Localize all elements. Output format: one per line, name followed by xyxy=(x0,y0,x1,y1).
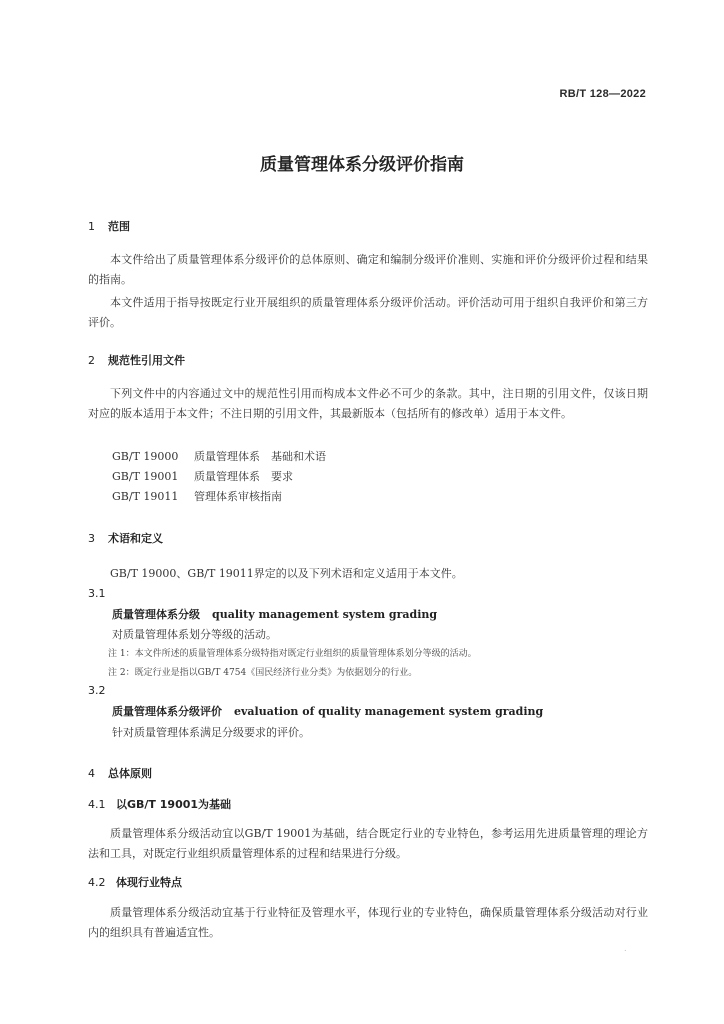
term-definition: 对质量管理体系划分等级的活动。 xyxy=(112,628,277,641)
normative-references-intro: 下列文件中的内容通过文中的规范性引用而构成本文件必不可少的条款。其中，注日期的引用文件，仅该日期对应的版本适用于本文件；不注日期的引用文件，其最新版本（包括所有的修改单）适用于本文件。 xyxy=(88,387,648,420)
term-en: evaluation of quality management system grading xyxy=(234,705,544,718)
terms-intro: GB/T 19000、GB/T 19011界定的以及下列术语和定义适用于本文件。 xyxy=(110,567,463,580)
reference-code: GB/T 19001 xyxy=(112,470,179,483)
section-2-heading xyxy=(88,352,185,368)
subsection-4-2-paragraph: 质量管理体系分级活动宜基于行业特征及管理水平，体现行业的专业特色，确保质量管理体系分级活动对行业内的组织具有普遍适宜性。 xyxy=(88,906,648,939)
section-title: 范围 xyxy=(108,220,130,233)
term-heading xyxy=(112,606,437,622)
subsection-number: 4.2 xyxy=(88,876,106,889)
reference-code: GB/T 19000 xyxy=(112,450,179,463)
subsection-4-1-heading xyxy=(88,796,231,812)
reference-item xyxy=(112,448,326,466)
reference-code: GB/T 19011 xyxy=(112,490,179,503)
scope-paragraph-1: 本文件给出了质量管理体系分级评价的总体原则、确定和编制分级评价准则、实施和评价分级评价过程和结果的指南。 xyxy=(88,253,648,286)
subsection-title: 以GB/T 19001为基础 xyxy=(116,798,232,811)
section-title: 规范性引用文件 xyxy=(108,354,185,367)
term-heading xyxy=(112,703,543,719)
term-definition: 针对质量管理体系满足分级要求的评价。 xyxy=(112,726,310,739)
document-title: 质量管理体系分级评价指南 xyxy=(260,155,464,175)
reference-title: 质量管理体系 要求 xyxy=(194,470,293,483)
section-number: 1 xyxy=(88,220,95,233)
section-title: 总体原则 xyxy=(108,767,152,780)
term-number: 3.1 xyxy=(88,587,106,600)
subsection-4-2-heading xyxy=(88,874,182,890)
term-note: 注 2：既定行业是指以GB/T 4754《国民经济行业分类》为依据划分的行业。 xyxy=(108,668,418,678)
section-number: 2 xyxy=(88,354,95,367)
subsection-title: 体现行业特点 xyxy=(116,876,182,889)
term-number: 3.2 xyxy=(88,684,106,697)
reference-item xyxy=(112,468,293,486)
section-title: 术语和定义 xyxy=(108,532,163,545)
scan-mark: . xyxy=(624,944,627,953)
reference-title: 质量管理体系 基础和术语 xyxy=(194,450,326,463)
section-4-heading xyxy=(88,765,152,781)
subsection-4-1-paragraph: 质量管理体系分级活动宜以GB/T 19001为基础，结合既定行业的专业特色，参考运用先进质量管理的理论方法和工具，对既定行业组织质量管理体系的过程和结果进行分级。 xyxy=(88,827,648,860)
term-note: 注 1：本文件所述的质量管理体系分级特指对既定行业组织的质量管理体系划分等级的活动。 xyxy=(108,649,477,659)
reference-title: 管理体系审核指南 xyxy=(194,490,282,503)
subsection-number: 4.1 xyxy=(88,798,106,811)
reference-item xyxy=(112,488,282,506)
section-number: 4 xyxy=(88,767,95,780)
scope-paragraph-2: 本文件适用于指导按既定行业开展组织的质量管理体系分级评价活动。评价活动可用于组织自我评价和第三方评价。 xyxy=(88,296,648,329)
section-number: 3 xyxy=(88,532,95,545)
term-en: quality management system grading xyxy=(212,608,438,621)
document-code: RB/T 128—2022 xyxy=(559,88,646,100)
term-zh: 质量管理体系分级 xyxy=(112,608,200,621)
term-zh: 质量管理体系分级评价 xyxy=(112,705,222,718)
section-3-heading xyxy=(88,530,163,546)
section-1-heading xyxy=(88,218,130,234)
